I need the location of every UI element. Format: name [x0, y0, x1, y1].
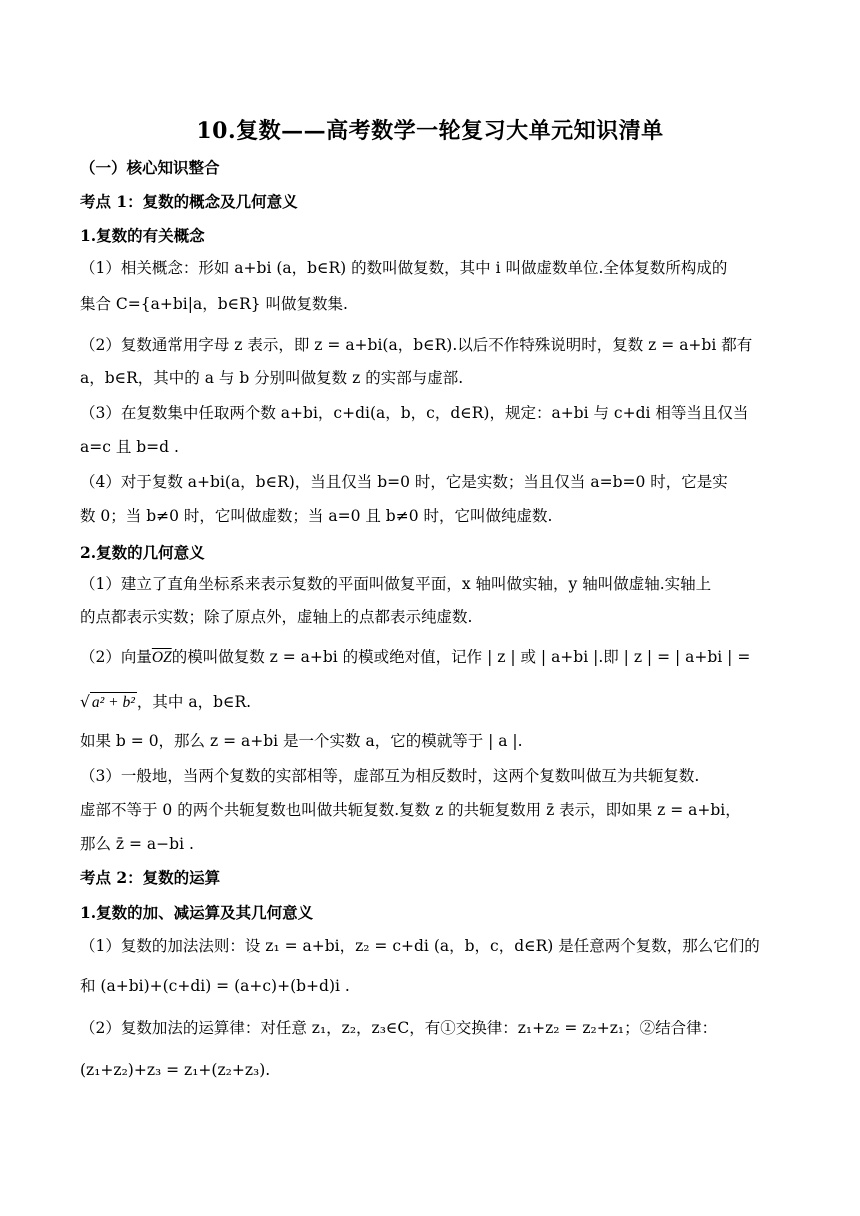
- sqrt-sign: √: [80, 693, 90, 711]
- paragraph-3-line-2: a=c 且 b=d .: [80, 438, 179, 456]
- paragraph-6-line-2: [80, 686, 788, 719]
- kaodian-2-heading: 考点 2：复数的运算: [80, 868, 221, 887]
- sqrt-radicand: a² + b²: [91, 694, 135, 711]
- paragraph-6-line-2-text: ，其中 a，b∈R.: [136, 693, 252, 711]
- document-title: 10.复数——高考数学一轮复习大单元知识清单: [196, 118, 664, 144]
- paragraph-8-line-2: 虚部不等于 0 的两个共轭复数也叫做共轭复数.复数 z 的共轭复数用 z̄ 表示，即如果 z = a+bi，: [80, 801, 741, 819]
- paragraph-9-line-1: （1）复数的加法法则：设 z₁ = a+bi，z₂ = c+di (a，b，c，d∈R) 是任意两个复数，那么它们的: [80, 937, 760, 955]
- subsection-2-heading: 2.复数的几何意义: [80, 543, 205, 562]
- paragraph-1-line-1: （1）相关概念：形如 a+bi (a，b∈R) 的数叫做复数，其中 i 叫做虚数单位.全体复数所构成的: [80, 259, 728, 277]
- paragraph-8-line-3: 那么 z̄ = a−bi .: [80, 835, 194, 853]
- paragraph-6-prefix: （2）向量: [80, 648, 152, 666]
- paragraph-7: 如果 b = 0，那么 z = a+bi 是一个实数 a，它的模就等于 | a |.: [80, 732, 523, 750]
- paragraph-3-line-1: （3）在复数集中任取两个数 a+bi，c+di(a，b，c，d∈R)，规定：a+bi 与 c+di 相等当且仅当: [80, 404, 749, 422]
- paragraph-4-line-2: 数 0；当 b≠0 时，它叫做虚数；当 a=0 且 b≠0 时，它叫做纯虚数.: [80, 507, 553, 525]
- paragraph-2-line-2: a，b∈R，其中的 a 与 b 分别叫做复数 z 的实部与虚部.: [80, 369, 464, 387]
- paragraph-1-line-2: 集合 C={a+bi|a，b∈R} 叫做复数集.: [80, 295, 348, 313]
- paragraph-5-line-2: 的点都表示实数；除了原点外，虚轴上的点都表示纯虚数.: [80, 608, 473, 626]
- paragraph-10-line-2: (z₁+z₂)+z₃ = z₁+(z₂+z₃).: [80, 1061, 271, 1079]
- paragraph-6-rest: 的模叫做复数 z = a+bi 的模或绝对值，记作 | z | 或 | a+bi |.即 | z | = | a+bi | =: [171, 648, 751, 666]
- subsection-1-heading: 1.复数的有关概念: [80, 226, 205, 245]
- vector-oz: $\overline{OZ}$: [151, 649, 172, 666]
- subsection-3-heading: 1.复数的加、减运算及其几何意义: [80, 903, 314, 922]
- paragraph-9-line-2: 和 (a+bi)+(c+di) = (a+c)+(b+d)i .: [80, 977, 350, 995]
- paragraph-8-line-1: （3）一般地，当两个复数的实部相等，虚部互为相反数时，这两个复数叫做互为共轭复数.: [80, 767, 700, 785]
- paragraph-10-line-1: （2）复数加法的运算律：对任意 z₁，z₂，z₃∈C，有①交换律：z₁+z₂ = z₂+z₁；②结合律：: [80, 1019, 718, 1037]
- paragraph-5-line-1: （1）建立了直角坐标系来表示复数的平面叫做复平面，x 轴叫做实轴，y 轴叫做虚轴.实轴上: [80, 575, 712, 593]
- paragraph-2-line-1: （2）复数通常用字母 z 表示，即 z = a+bi(a，b∈R).以后不作特殊说明时，复数 z = a+bi 都有: [80, 336, 753, 354]
- section-heading: （一）核心知识整合: [80, 158, 220, 177]
- paragraph-6-line-1: [80, 641, 788, 674]
- paragraph-4-line-1: （4）对于复数 a+bi(a，b∈R)，当且仅当 b=0 时，它是实数；当且仅当 a=b=0 时，它是实: [80, 473, 728, 491]
- kaodian-1-heading: 考点 1：复数的概念及几何意义: [80, 192, 298, 211]
